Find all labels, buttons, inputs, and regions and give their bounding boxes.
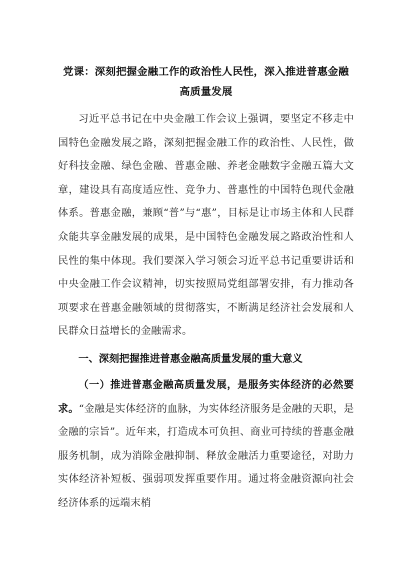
document-title: 党课：深刻把握金融工作的政治性人民性，深入推进普惠金融高质量发展 [63,66,349,98]
subsection-lead-1: （一）推进普惠金融高质量发展，是服务实体经济的必然要求。 [58,379,354,415]
section-heading-1: 一、深刻把握推进普惠金融高质量发展的重大意义 [78,353,303,365]
intro-paragraph: 习近平总书记在中央金融工作会议上强调，要坚定不移走中国特色金融发展之路，深刻把握金融工作的政治性、人民性，做好科技金融、绿色金融、普惠金融、养老金融数字金融五篇大文章，建设具有高度适应性、竞争力、普惠性的中国特色现代金融体系。普惠金融，兼顾“普”与“惠”，目标是让市场主体和人民群众能共享金融发展的成果，是中国特色金融发展之路政治性和人民性的集中体现。我们要深入学习领会习近平总书记重要讲话和中央金融工作会议精神，切实按照局党组部署安排，有力推动各项要求在普惠金融领域的贯彻落实，不断满足经济社会发展和人民群众日益增长的金融需求。 [58,114,354,338]
subsection-paragraph-1 [58,374,354,516]
subsection-text-1: “金融是实体经济的血脉，为实体经济服务是金融的天职，是金融的宗旨”。近年来，打造成本可负担、商业可持续的普惠金融服务机制，成为消除金融抑制、释放金融活力重要途径，对助力实体经济补短板、强弱项发挥重要作用。通过将金融资源向社会经济体系的远端末梢 [58,403,354,509]
document-body [58,62,354,516]
